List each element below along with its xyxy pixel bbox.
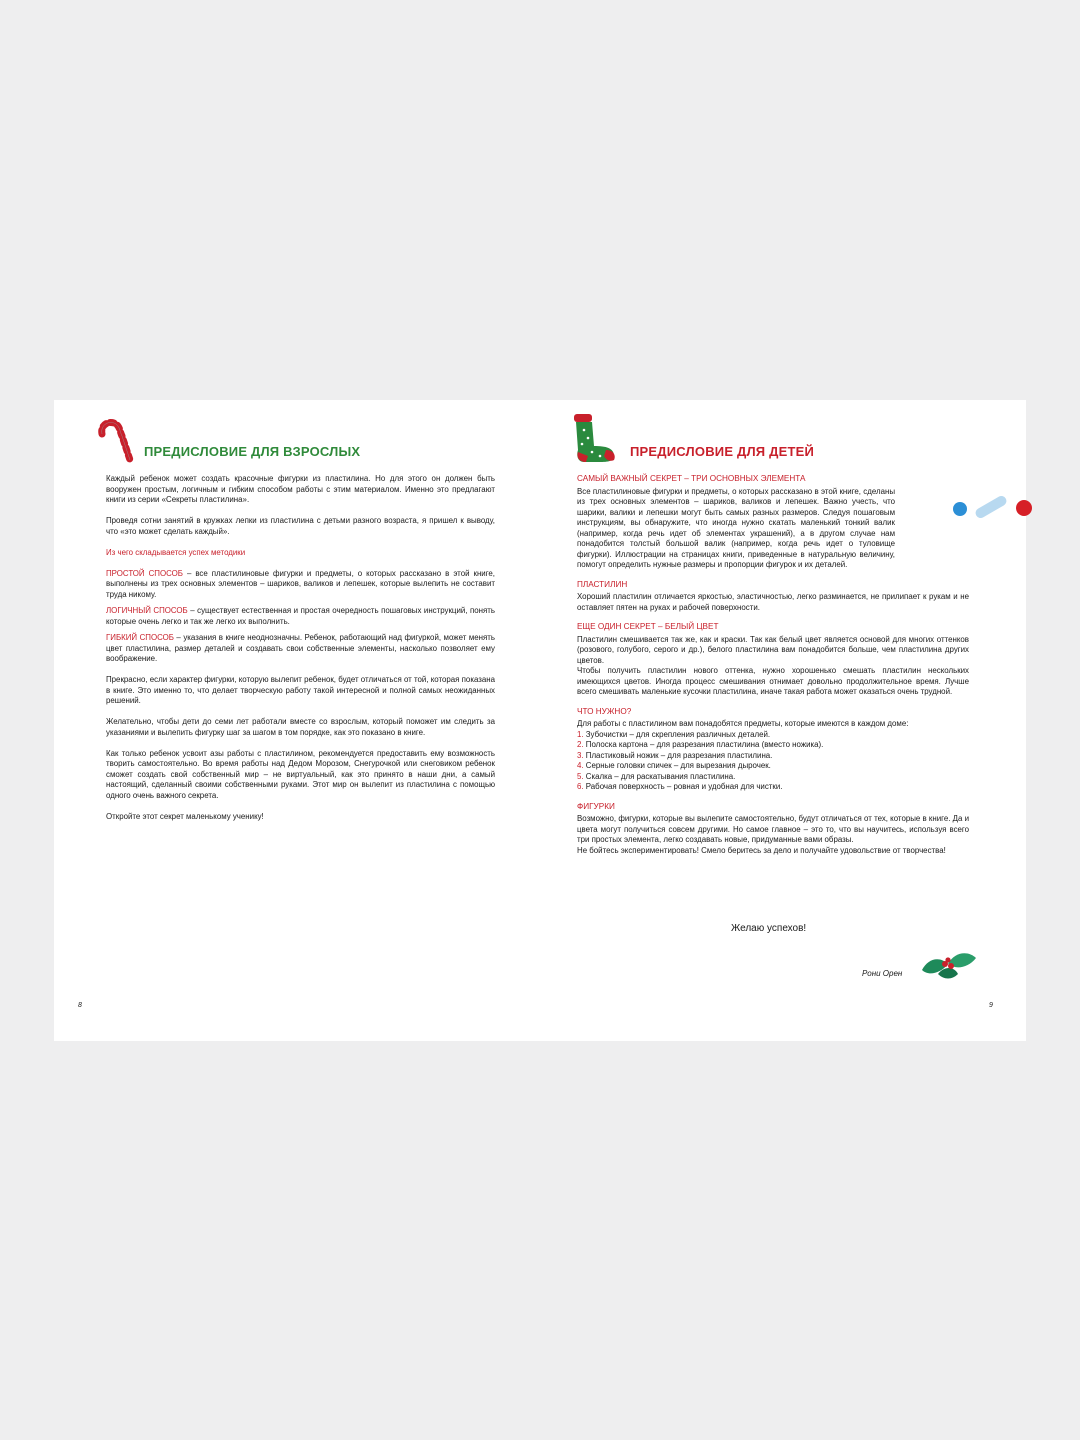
left-page-title: ПРЕДИСЛОВИЕ ДЛЯ ВЗРОСЛЫХ — [144, 444, 361, 459]
closing-wish: Желаю успехов! — [731, 923, 807, 934]
section-text: Пластилин смешивается так же, как и краски. Так как белый цвет является основой для многих оттенков (розового, голубого, серого и др.), белого пластилина вам понадобится больше, чем пластилина других цветов. — [577, 634, 969, 665]
list-item: 2. Полоска картона – для разрезания пластилина (вместо ножика). — [577, 740, 824, 749]
christmas-stocking-illustration — [570, 412, 624, 464]
paragraph: Желательно, чтобы дети до семи лет работали вместе со взрослым, который поможет им следить за указаниями и вылепить фигурку шаг за шагом в том порядке, как это показано в книге. — [106, 717, 495, 737]
method-text: – все пластилиновые фигурки и предметы, о которых рассказано в этой книге, выполнены из трех основных элементов – шариков, валиков и лепешек, которые вылепить не составит труда никому. — [106, 568, 495, 599]
method-logical — [106, 606, 495, 627]
subheading: Из чего складывается успех методики — [106, 547, 246, 557]
section-text: Не бойтесь экспериментировать! Смело беритесь за дело и получайте удовольствие от творчества! — [577, 845, 946, 855]
paragraph: Как только ребенок усвоит азы работы с пластилином, рекомендуется предоставить ему возможность творить самостоятельно. Во время работы над Дедом Морозом, Снегурочкой или снеговиком ребенок сможет создать свой собственный мир – не виртуальный, как это принято в наши дни, а самый настоящий, сделанный своими собственными руками. Этот мир он вылепит из пластилина с помощью одного очень важного секрета. — [106, 748, 495, 800]
section-secret — [577, 474, 969, 571]
list-item: 6. Рабочая поверхность – ровная и удобная для чистки. — [577, 782, 783, 791]
paragraph: Проведя сотни занятий в кружках лепки из пластилина с детьми разного возраста, я пришел к выводу, что «это может сделать каждый». — [106, 516, 495, 536]
method-text: – указания в книге неоднозначны. Ребенок, работающий над фигуркой, может менять цвет пластилина, размер деталей и создавать свои собственные элементы, насколько позволяет ему воображение. — [106, 633, 495, 663]
section-what-needed — [577, 707, 969, 793]
list-item: 5. Скалка – для раскатывания пластилина. — [577, 771, 736, 781]
method-term: ГИБКИЙ СПОСОБ — [106, 633, 174, 642]
section-heading: ПЛАСТИЛИН — [577, 579, 628, 589]
method-flexible — [106, 633, 495, 665]
section-heading: ФИГУРКИ — [577, 801, 615, 811]
right-page-title: ПРЕДИСЛОВИЕ ДЛЯ ДЕТЕЙ — [630, 444, 815, 459]
method-text: – существует естественная и простая очередность пошаговых инструкций, понять которые очень легко и так же легко их выполнить. — [106, 606, 495, 626]
author-signature: Рони Орен — [862, 969, 903, 978]
book-spread — [54, 400, 1026, 1041]
tools-list — [577, 730, 969, 793]
candy-cane-illustration — [94, 418, 136, 464]
method-term: ЛОГИЧНЫЙ СПОСОБ — [106, 606, 188, 615]
section-text: Возможно, фигурки, которые вы вылепите самостоятельно, будут отличаться от тех, которые в книге. Да и цвета могут получиться совсем другими. Но самое главное – это то, что вы научитесь, используя всего три простых элемента, легко создавать новые, придуманные вами образы. — [577, 814, 969, 844]
list-item: 1. Зубочистки – для скрепления различных деталей. — [577, 729, 771, 739]
list-item: 3. Пластиковый ножик – для разрезания пластилина. — [577, 750, 773, 760]
paragraph: Прекрасно, если характер фигурки, которую вылепит ребенок, будет отличаться от той, которая показана в книге. Это именно то, что делает творческую работу такой интересной и полной самых неожиданных решений. — [106, 675, 495, 705]
section-text: Чтобы получить пластилин нового оттенка, нужно хорошенько смешать пластилин нескольких имеющихся цветов. Иногда процесс смешивания отнимает довольно продолжительное время. Лучше всего смешивать маленькие кусочки пластилина, иначе такая работа может оказаться очень трудной. — [577, 666, 969, 696]
section-text: Для работы с пластилином вам понадобятся предметы, которые имеются в каждом доме: — [577, 719, 909, 728]
section-heading: ЕЩЕ ОДИН СЕКРЕТ – БЕЛЫЙ ЦВЕТ — [577, 622, 719, 631]
section-text: Хороший пластилин отличается яркостью, эластичностью, легко разминается, не прилипает к рукам и не оставляет пятен на руках и рабочей поверхности. — [577, 592, 969, 612]
paragraph: Каждый ребенок может создать красочные фигурки из пластилина. Но для этого он должен быть вооружен простым, логичным и гибким способом работы с этим материалом. Именно это предлагают книги из серии «Секреты пластилина». — [106, 474, 495, 504]
method-simple — [106, 569, 495, 601]
page-number-right: 9 — [989, 1002, 993, 1009]
method-term: ПРОСТОЙ СПОСОБ — [106, 568, 183, 578]
section-plasticine — [577, 580, 969, 614]
section-figures — [577, 802, 969, 857]
right-page-body — [577, 474, 969, 865]
paragraph: Откройте этот секрет маленькому ученику! — [106, 811, 264, 821]
list-item: 4. Серные головки спичек – для вырезания дырочек. — [577, 761, 771, 770]
left-page-body — [106, 474, 495, 833]
section-text: Все пластилиновые фигурки и предметы, о которых рассказано в этой книге, сделаны из трех основных элементов – шариков, валиков и лепешек. Важно учесть, что шарики, валики и лепешки могут быть самых разных размеров. Следуя пошаговым инструкциям, вы обнаружите, что иногда нужно скатать маленький тонкий валик (например, когда речь идет об элементах украшений), а в другом случае нам понадобится толстый большой валик (например, когда речь идет о туловище фигурки). Иллюстрации на страницах книги, приведенные в натуральную величину, помогут определить нужные размеры и пропорции фигурок и их деталей. — [577, 486, 895, 569]
left-page — [54, 400, 540, 1041]
right-page — [540, 400, 1026, 1041]
page-number-left: 8 — [78, 1002, 82, 1009]
section-heading: ЧТО НУЖНО? — [577, 706, 632, 716]
section-heading: САМЫЙ ВАЖНЫЙ СЕКРЕТ – ТРИ ОСНОВНЫХ ЭЛЕМЕНТА — [577, 474, 806, 483]
section-white-color — [577, 622, 969, 698]
holly-illustration — [918, 944, 980, 982]
